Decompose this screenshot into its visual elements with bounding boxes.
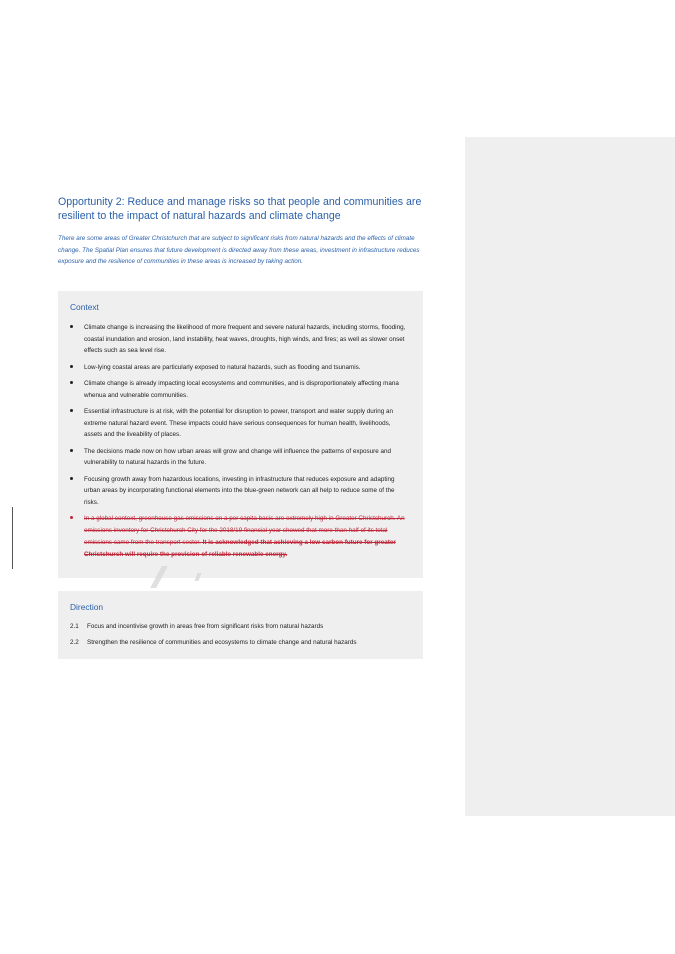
context-bullet-list [58,322,423,565]
direction-item-number: 2.2 [70,638,79,646]
bullet-dot-icon [70,516,73,519]
opportunity-heading: Opportunity 2: Reduce and manage risks so that people and communities are resilient to the impact of natural hazards and climate change [58,196,422,222]
direction-item-text: Strengthen the resilience of communities and ecosystems to climate change and natural hazards [87,638,357,646]
direction-box [58,591,423,659]
direction-item-number: 2.1 [70,623,79,630]
bullet-dot-icon [70,477,73,480]
bullet-dot-icon [70,365,73,368]
context-bullet [58,406,423,441]
direction-title: Direction [70,602,104,612]
bullet-dot-icon [70,449,73,452]
context-bullet-text: Low-lying coastal areas are particularly exposed to natural hazards, such as flooding and tsunamis. [84,363,361,371]
revision-change-bar [12,507,13,569]
deleted-context-bullet [58,513,423,560]
deleted-bullet-bold: It is acknowledged that achieving a low carbon future for greater Christchurch will require the provision of reliable renewable energy. [84,538,396,558]
direction-item [70,623,357,631]
context-bullet [58,446,423,469]
context-bullet-text: Essential infrastructure is at risk, with the potential for disruption to power, transport and water supply during an extreme natural hazard event. These impacts could have serious consequences for human health, livelihoods, assets and the liveability of places. [84,408,394,439]
comment-margin-pane [465,137,675,816]
bullet-dot-icon [70,325,73,328]
context-bullet-text: Focusing growth away from hazardous locations, investing in infrastructure that reduces exposure and adapting urban areas by incorporating functional elements into the blue-green network can all help to reduce some of the risks. [84,475,395,507]
context-bullet-text: The decisions made now on how urban areas will grow and change will influence the patterns of exposure and vulnerability to natural hazards in the future. [84,447,391,467]
deleted-bullet-plain: In a global context, greenhouse gas emissions on a per capita basis are extremely high in Greater Christchurch. An emissions inventory for Christchurch City for the 2018/19 financial year showed that more than half of its total emissions came from the transport sector. [84,515,405,546]
direction-list [70,623,357,654]
bullet-dot-icon [70,381,73,384]
context-bullet [58,322,423,357]
direction-item-text: Focus and incentivise growth in areas free from significant risks from natural hazards [87,623,324,630]
context-title: Context [70,302,99,312]
context-bullet-text: Climate change is increasing the likelihood of more frequent and severe natural hazards, including storms, flooding, coastal inundation and erosion, land instability, heat waves, droughts, high winds, and fires; as well as slower onset effects such as sea level rise. [84,324,406,355]
context-bullet [58,362,423,374]
context-bullet [58,474,423,509]
context-box [58,291,423,578]
bullet-dot-icon [70,409,73,412]
direction-item [70,639,357,647]
deleted-bullet-text [84,513,409,560]
context-bullet [58,378,423,401]
intro-paragraph: There are some areas of Greater Christchurch that are subject to significant risks from natural hazards and the effects of climate change. The Spatial Plan ensures that future development is directed away from these areas, investment in infrastructure reduces exposure and the resilience of communities in these areas is increased by taking action. [58,235,420,266]
context-bullet-text: Climate change is already impacting local ecosystems and communities, and is disproportionately affecting mana whenua and vulnerable communities. [84,380,399,399]
watermark-mark [195,573,212,581]
